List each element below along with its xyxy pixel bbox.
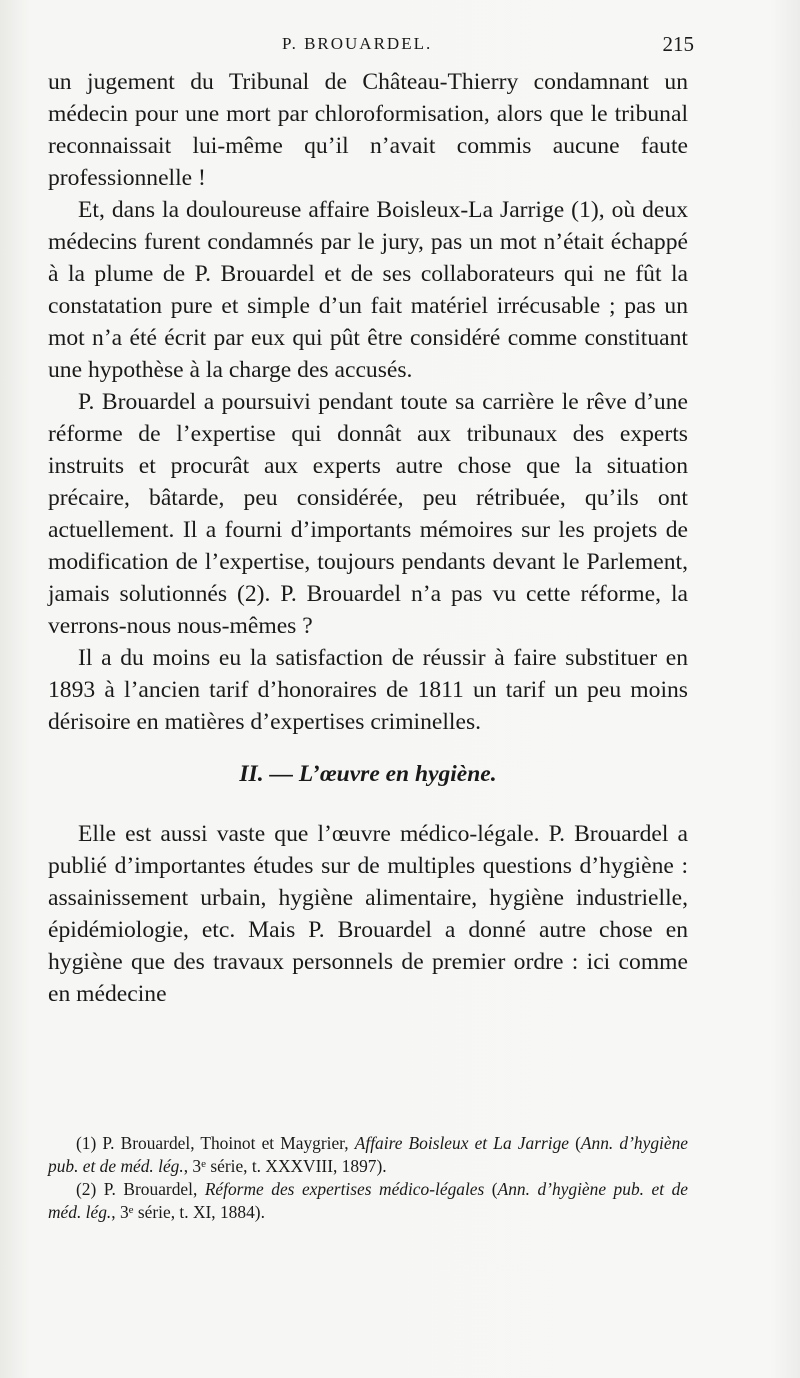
footnote-2-title: Réforme des expertises médico-légales [204, 1179, 485, 1199]
footnote-1-open: ( [568, 1133, 581, 1153]
footnote-1-rest: série, t. XXXVIII, 1897). [205, 1156, 387, 1176]
footnote-2-open: ( [484, 1179, 498, 1199]
footnote-2-rest: série, t. XI, 1884). [133, 1202, 265, 1222]
footnote-1-series: , 3 [183, 1156, 202, 1176]
footnote-1-prefix: (1) P. Brouardel, Thoinot et Maygrier, [76, 1133, 355, 1153]
footnote-2-journal: Ann. d’hygiène pub. et de méd. lég. [48, 1179, 688, 1222]
footnote-1-journal: Ann. d’hygiène pub. et de méd. lég. [48, 1133, 688, 1176]
footnote-2-series-sup: e [128, 1204, 134, 1216]
paragraph-2: Et, dans la douloureuse affaire Boisleux-La Jarrige (1), où deux médecins furent condamnés par le jury, pas un mot n’était échappé à la plume de P. Brouardel et de ses collaborateurs qui ne fût la constatation pure et simple d’un fait matériel irrécusable ; pas un mot n’a été écrit par eux qui pût être considéré comme constituant une hypothèse à la charge des accusés. [48, 197, 688, 383]
footnote-2-series: , 3 [111, 1202, 129, 1222]
page-header [48, 32, 694, 60]
body-text [48, 66, 688, 1010]
footnote-1-series-sup: e [201, 1158, 206, 1170]
page-number: 215 [662, 32, 694, 56]
footnote-2-prefix: (2) P. Brouardel, [76, 1179, 205, 1199]
paragraph-3: P. Brouardel a poursuivi pendant toute sa carrière le rêve d’une réforme de l’expertise qui donnât aux tribunaux des experts instruits et procurât aux experts autre chose que la situation précaire, bâtarde, peu considérée, peu rétribuée, qu’ils ont actuellement. Il a fourni d’importants mémoires sur les projets de modification de l’expertise, toujours pendants devant le Parlement, jamais solutionnés (2). P. Brouardel n’a pas vu cette réforme, la verrons-nous nous-mêmes ? [48, 389, 688, 639]
footnote-1 [48, 1132, 688, 1178]
footnotes [48, 1132, 688, 1224]
running-head: P. BROUARDEL. [282, 34, 433, 53]
paragraph-4: Il a du moins eu la satisfaction de réussir à faire substituer en 1893 à l’ancien tarif d’honoraires de 1811 un tarif un peu moins dérisoire en matières d’expertises criminelles. [48, 645, 688, 735]
footnote-2 [48, 1178, 688, 1224]
section-title: II. — L’œuvre en hygiène. [239, 761, 497, 787]
paragraph-5: Elle est aussi vaste que l’œuvre médico-légale. P. Brouardel a publié d’importantes études sur de multiples questions d’hygiène : assainissement urbain, hygiène alimentaire, hygiène industrielle, épidémiologie, etc. Mais P. Brouardel a donné autre chose en hygiène que des travaux personnels de premier ordre : ici comme en médecine [48, 821, 688, 1007]
footnote-1-title: Affaire Boisleux et La Jarrige [354, 1133, 569, 1153]
paragraph-1: un jugement du Tribunal de Château-Thierry condamnant un médecin pour une mort par chloroformisation, alors que le tribunal reconnaissait lui-même qu’il n’avait commis aucune faute professionnelle ! [48, 69, 688, 191]
